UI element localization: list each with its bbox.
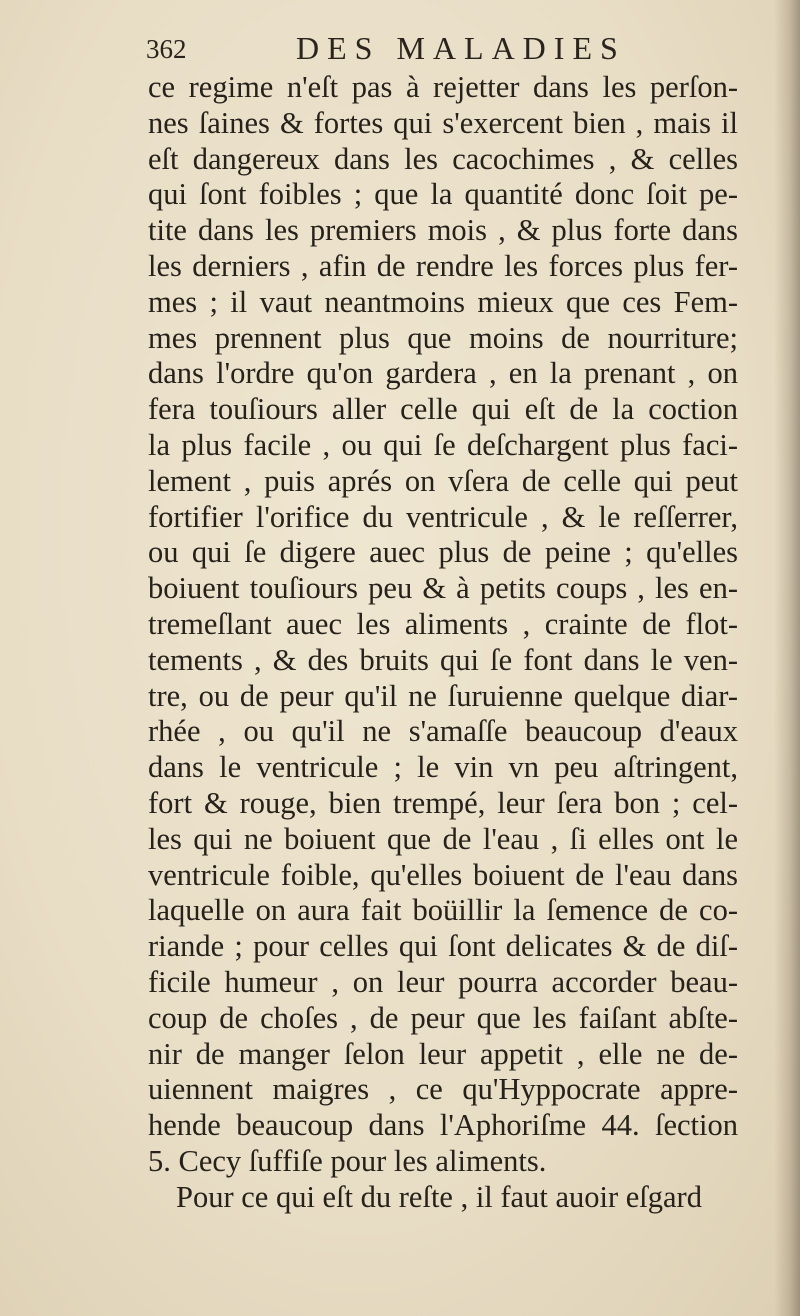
text-line: dans l'ordre qu'on gardera , en la prenant , on (148, 356, 738, 391)
text-line: eſt dangereux dans les cacochimes , & celles (148, 141, 738, 176)
page-header (146, 30, 746, 70)
text-line: riande ; pour celles qui ſont delicates & de diſ- (148, 929, 738, 964)
text-line: Pour ce qui eſt du reſte , il faut auoir eſgard (176, 1179, 702, 1214)
text-line: la plus facile , ou qui ſe deſchargent plus faci- (148, 427, 738, 462)
text-line: tremeſlant auec les aliments , crainte de flot- (148, 606, 738, 641)
text-line: nes ſaines & fortes qui s'exercent bien , mais il (148, 105, 738, 140)
text-line: dans le ventricule ; le vin vn peu aſtringent, (148, 750, 738, 785)
text-line: mes prennent plus que moins de nourriture; (148, 320, 738, 355)
page-fold-shadow (774, 0, 800, 1316)
text-line: 5. Cecy ſuffiſe pour les aliments. (148, 1143, 547, 1178)
text-line: fortifier l'orifice du ventricule , & le reſſerrer, (148, 499, 738, 534)
text-line: mes ; il vaut neantmoins mieux que ces Fem- (148, 284, 738, 319)
text-line: uiennent maigres , ce qu'Hyppocrate appre- (148, 1072, 738, 1107)
text-line: nir de manger ſelon leur appetit , elle ne de- (148, 1036, 738, 1071)
running-title: DES MALADIES (296, 30, 626, 66)
text-line: les derniers , afin de rendre les forces plus fer- (148, 248, 738, 283)
text-line: fera touſiours aller celle qui eſt de la coction (148, 392, 738, 427)
page-number: 362 (146, 34, 187, 64)
text-line: ficile humeur , on leur pourra accorder beau- (148, 964, 738, 999)
text-line: tre, ou de peur qu'il ne ſuruienne quelque diar- (148, 678, 738, 713)
text-line: coup de choſes , de peur que les faiſant abſte- (148, 1000, 738, 1035)
text-line: ou qui ſe digere auec plus de peine ; qu'elles (148, 535, 738, 570)
text-line: laquelle on aura fait boüillir la ſemence de co- (148, 893, 738, 928)
text-line: ventricule foible, qu'elles boiuent de l'eau dans (148, 857, 738, 892)
text-line: tite dans les premiers mois , & plus forte dans (148, 213, 738, 248)
text-line: tements , & des bruits qui ſe font dans le ven- (148, 642, 738, 677)
text-line: qui ſont foibles ; que la quantité donc ſoit pe- (148, 177, 738, 212)
text-line: hende beaucoup dans l'Aphoriſme 44. ſection (148, 1108, 738, 1143)
text-line: les qui ne boiuent que de l'eau , ſi elles ont le (148, 821, 738, 856)
text-line: ce regime n'eſt pas à rejetter dans les perſon- (148, 70, 738, 104)
text-line: fort & rouge, bien trempé, leur ſera bon ; cel- (148, 785, 738, 820)
text-line: boiuent touſiours peu & à petits coups , les en- (148, 571, 738, 606)
body-text (148, 70, 738, 1216)
text-line: rhée , ou qu'il ne s'amaſſe beaucoup d'eaux (148, 714, 738, 749)
text-line: lement , puis aprés on vſera de celle qui peut (148, 463, 738, 498)
